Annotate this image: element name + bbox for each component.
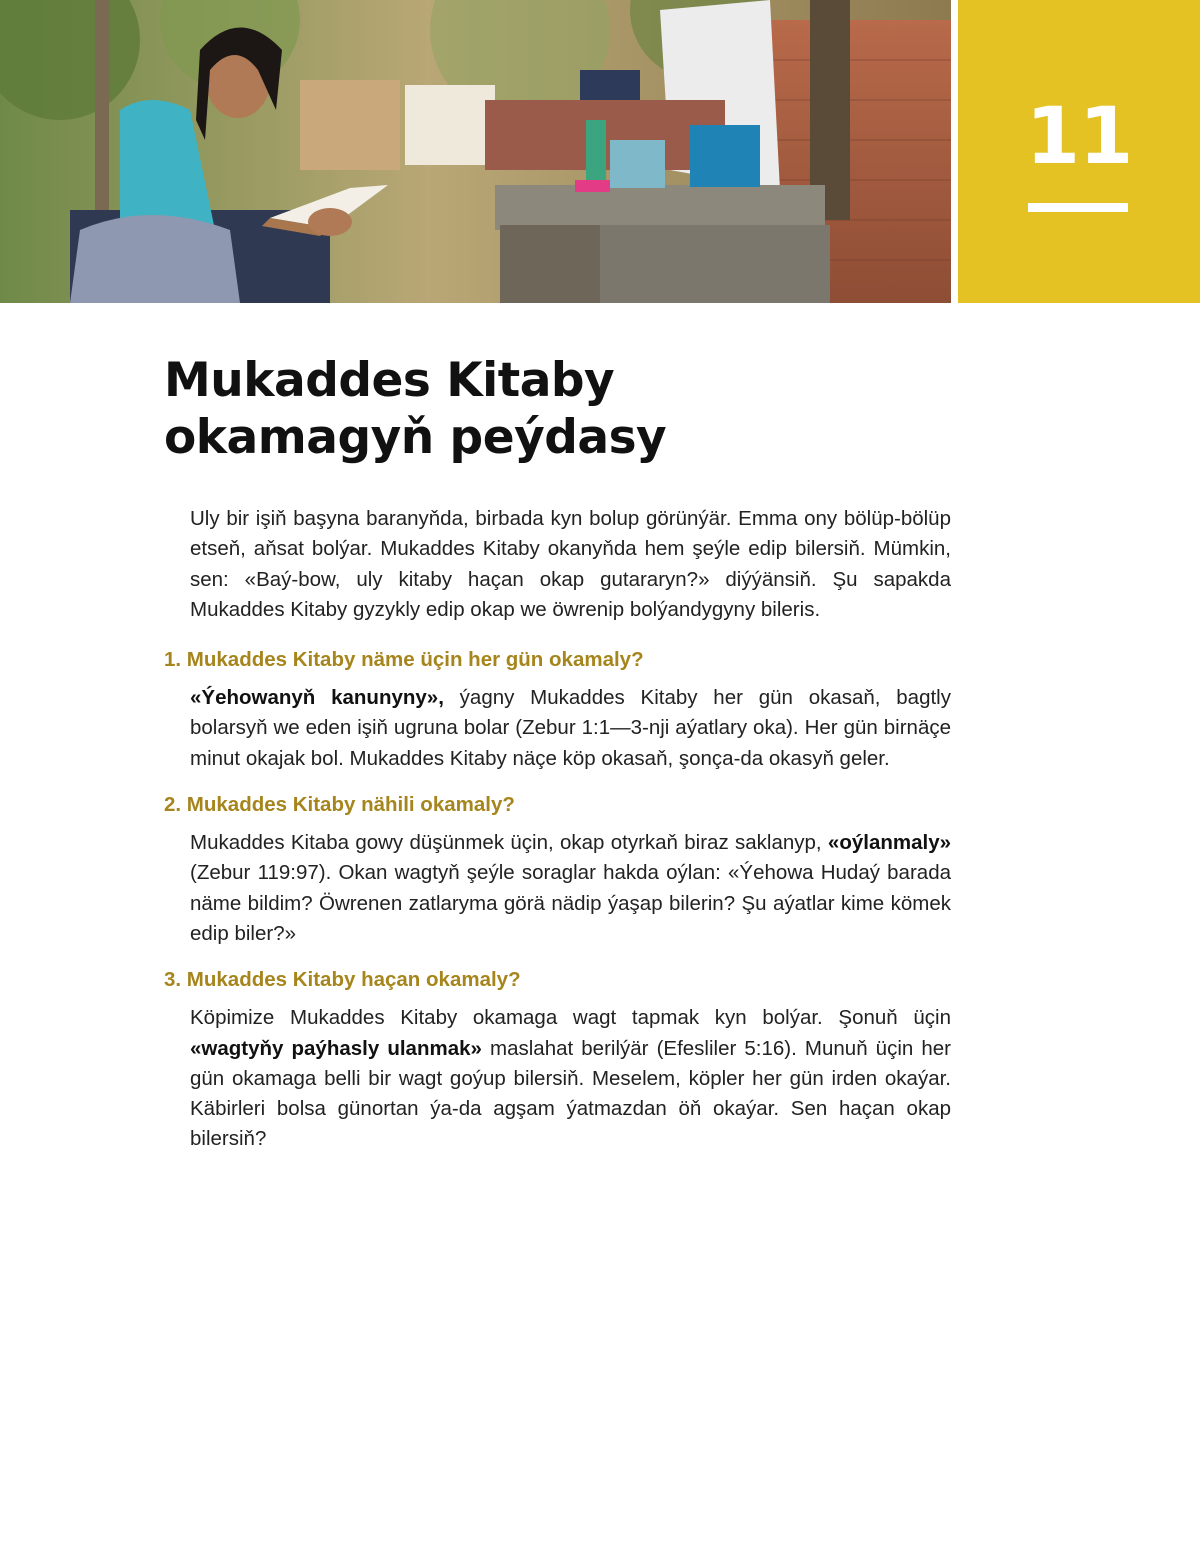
title-line-2: okamagyň peýdasy <box>164 410 667 465</box>
woman-reading-bible-photo <box>0 0 951 303</box>
page-title <box>164 352 864 466</box>
answer-paragraph <box>190 828 951 949</box>
answer-paragraph <box>190 683 951 774</box>
emphasis-quote: «Ýehowanyň kanunyny», <box>190 686 444 710</box>
emphasis-quote: «wagtyňy paýhasly ulanmak» <box>190 1036 482 1060</box>
emphasis-quote: «oýlanmaly» <box>827 831 951 855</box>
answer-text: maslahat berilýär (Efesliler 5:16). Munuň üçin her gün okamaga belli bir wagt goýup bilersiň. Meselem, köpler her gün irden okaýar. Käbirleri bolsa günortan ýa-da agşam ýatmazdan öň okaýar. Sen haçan okap bilersiň? <box>190 1036 951 1151</box>
answer-paragraph <box>190 1003 951 1154</box>
answer-text: (Zebur 119:97). Okan wagtyň şeýle soraglar hakda oýlan: «Ýehowa Hudaý barada näme bildim? Öwrenen zatlaryma görä nädip ýaşap bilerin? Şu aýatlar kime kömek edip biler?» <box>190 861 951 945</box>
chapter-number-box <box>958 0 1200 303</box>
answer-text: ýagny Mukaddes Kitaby her gün okasaň, bagtly bolarsyň we eden işiň ugruna bolar (Zebur 1:1—3-nji aýatlary oka). Her gün birnäçe minut okajak bol. Mukaddes Kitaby näçe köp okasaň, şonça-da okasyň geler. <box>190 686 951 770</box>
question-heading: 1. Mukaddes Kitaby näme üçin her gün okamaly? <box>164 648 644 672</box>
chapter-number: 11 <box>1025 92 1133 182</box>
question-heading: 2. Mukaddes Kitaby nähili okamaly? <box>164 793 515 817</box>
question-heading: 3. Mukaddes Kitaby haçan okamaly? <box>164 968 521 992</box>
section-3 <box>164 965 951 1154</box>
hero-photo <box>0 0 951 303</box>
intro-paragraph: Uly bir işiň başyna baranyňda, birbada kyn bolup görünýär. Emma ony bölüp-bölüp etseň, aňsat bolýar. Mukaddes Kitaby okanyňda hem şeýle edip bilersiň. Mümkin, sen: «Baý-bow, uly kitaby haçan okap gutararyn?» diýýänsiň. Şu sapakda Mukaddes Kitaby gyzykly edip okap we öwrenip bolýandygyny bileris. <box>190 507 951 621</box>
answer-text: Mukaddes Kitaba gowy düşünmek üçin, okap otyrkaň biraz saklanyp, <box>190 831 828 855</box>
answer-text: Köpimize Mukaddes Kitaby okamaga wagt tapmak kyn bolýar. Şonuň üçin <box>190 1006 951 1030</box>
lesson-content <box>164 504 951 1171</box>
title-line-1: Mukaddes Kitaby <box>164 353 615 408</box>
chapter-underline <box>1028 203 1128 212</box>
section-1 <box>164 645 951 774</box>
section-2 <box>164 790 951 949</box>
